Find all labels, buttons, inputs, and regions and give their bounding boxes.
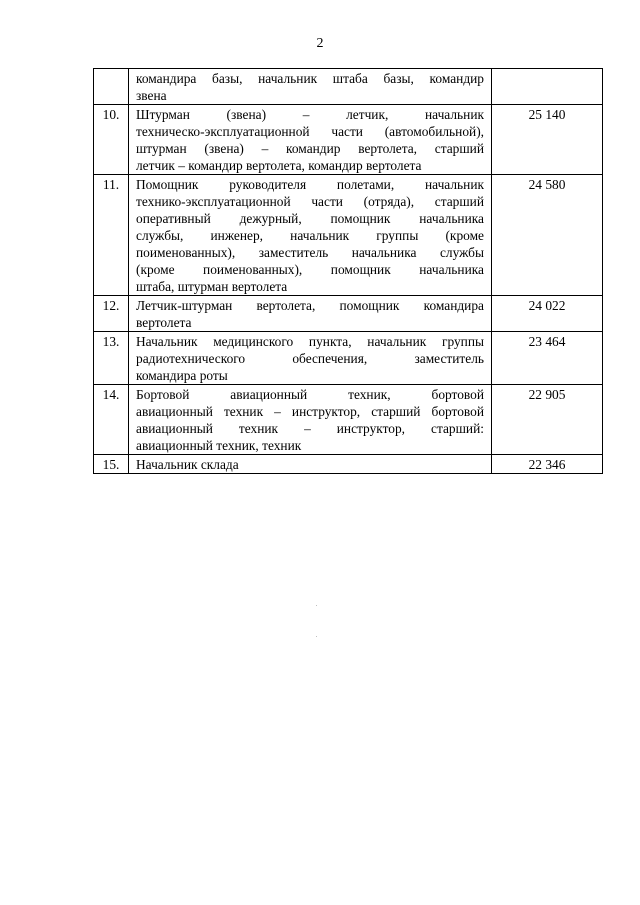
table-row	[94, 385, 603, 455]
table-row	[94, 296, 603, 332]
salary-value: 25 140	[492, 105, 603, 175]
text-line: технико-эксплуатационной части (отряда), старший	[136, 194, 484, 209]
row-number: 13.	[94, 332, 129, 385]
salary-table	[93, 68, 603, 474]
text-line: командира базы, начальник штаба базы, командир	[136, 71, 484, 86]
text-line: радиотехнического обеспечения, заместитель	[136, 351, 484, 366]
text-line: Начальник склада	[136, 457, 239, 472]
table-row	[94, 332, 603, 385]
text-line: Начальник медицинского пункта, начальник группы	[136, 334, 484, 349]
text-line: (кроме поименованных), помощник начальника	[136, 262, 484, 277]
position-title	[129, 296, 492, 332]
text-line: поименованных), заместитель начальника службы	[136, 245, 484, 260]
text-line: техническо-эксплуатационной части (автомобильной),	[136, 124, 484, 139]
position-title	[129, 332, 492, 385]
scan-speck	[316, 605, 317, 606]
salary-value: 24 580	[492, 175, 603, 296]
position-title	[129, 455, 492, 474]
text-line: штаба, штурман вертолета	[136, 279, 288, 294]
text-line: Помощник руководителя полетами, начальник	[136, 177, 484, 192]
table-row	[94, 69, 603, 105]
row-number: 14.	[94, 385, 129, 455]
position-title	[129, 105, 492, 175]
text-line: службы, инженер, начальник группы (кроме	[136, 228, 484, 243]
salary-value: 22 905	[492, 385, 603, 455]
row-number: 11.	[94, 175, 129, 296]
table-row	[94, 175, 603, 296]
row-number: 12.	[94, 296, 129, 332]
position-title	[129, 175, 492, 296]
text-line: оперативный дежурный, помощник начальника	[136, 211, 484, 226]
text-line: Штурман (звена) – летчик, начальник	[136, 107, 484, 122]
position-title	[129, 385, 492, 455]
row-number: 10.	[94, 105, 129, 175]
row-number: 15.	[94, 455, 129, 474]
page-number: 2	[316, 36, 324, 51]
salary-value: 24 022	[492, 296, 603, 332]
text-line: летчик – командир вертолета, командир вертолета	[136, 158, 422, 173]
text-line: Бортовой авиационный техник, бортовой	[136, 387, 484, 402]
salary-value: 22 346	[492, 455, 603, 474]
text-line: штурман (звена) – командир вертолета, старший	[136, 141, 484, 156]
table-row	[94, 105, 603, 175]
text-line: вертолета	[136, 315, 192, 330]
text-line: авиационный техник, техник	[136, 438, 302, 453]
table-row	[94, 455, 603, 474]
text-line: Летчик-штурман вертолета, помощник командира	[136, 298, 484, 313]
salary-value	[492, 69, 603, 105]
text-line: командира роты	[136, 368, 228, 383]
text-line: авиационный техник – инструктор, старший бортовой	[136, 404, 484, 419]
salary-value: 23 464	[492, 332, 603, 385]
text-line: звена	[136, 88, 167, 103]
position-title	[129, 69, 492, 105]
row-number	[94, 69, 129, 105]
text-line: авиационный техник – инструктор, старший:	[136, 421, 484, 436]
scan-speck	[316, 636, 317, 637]
